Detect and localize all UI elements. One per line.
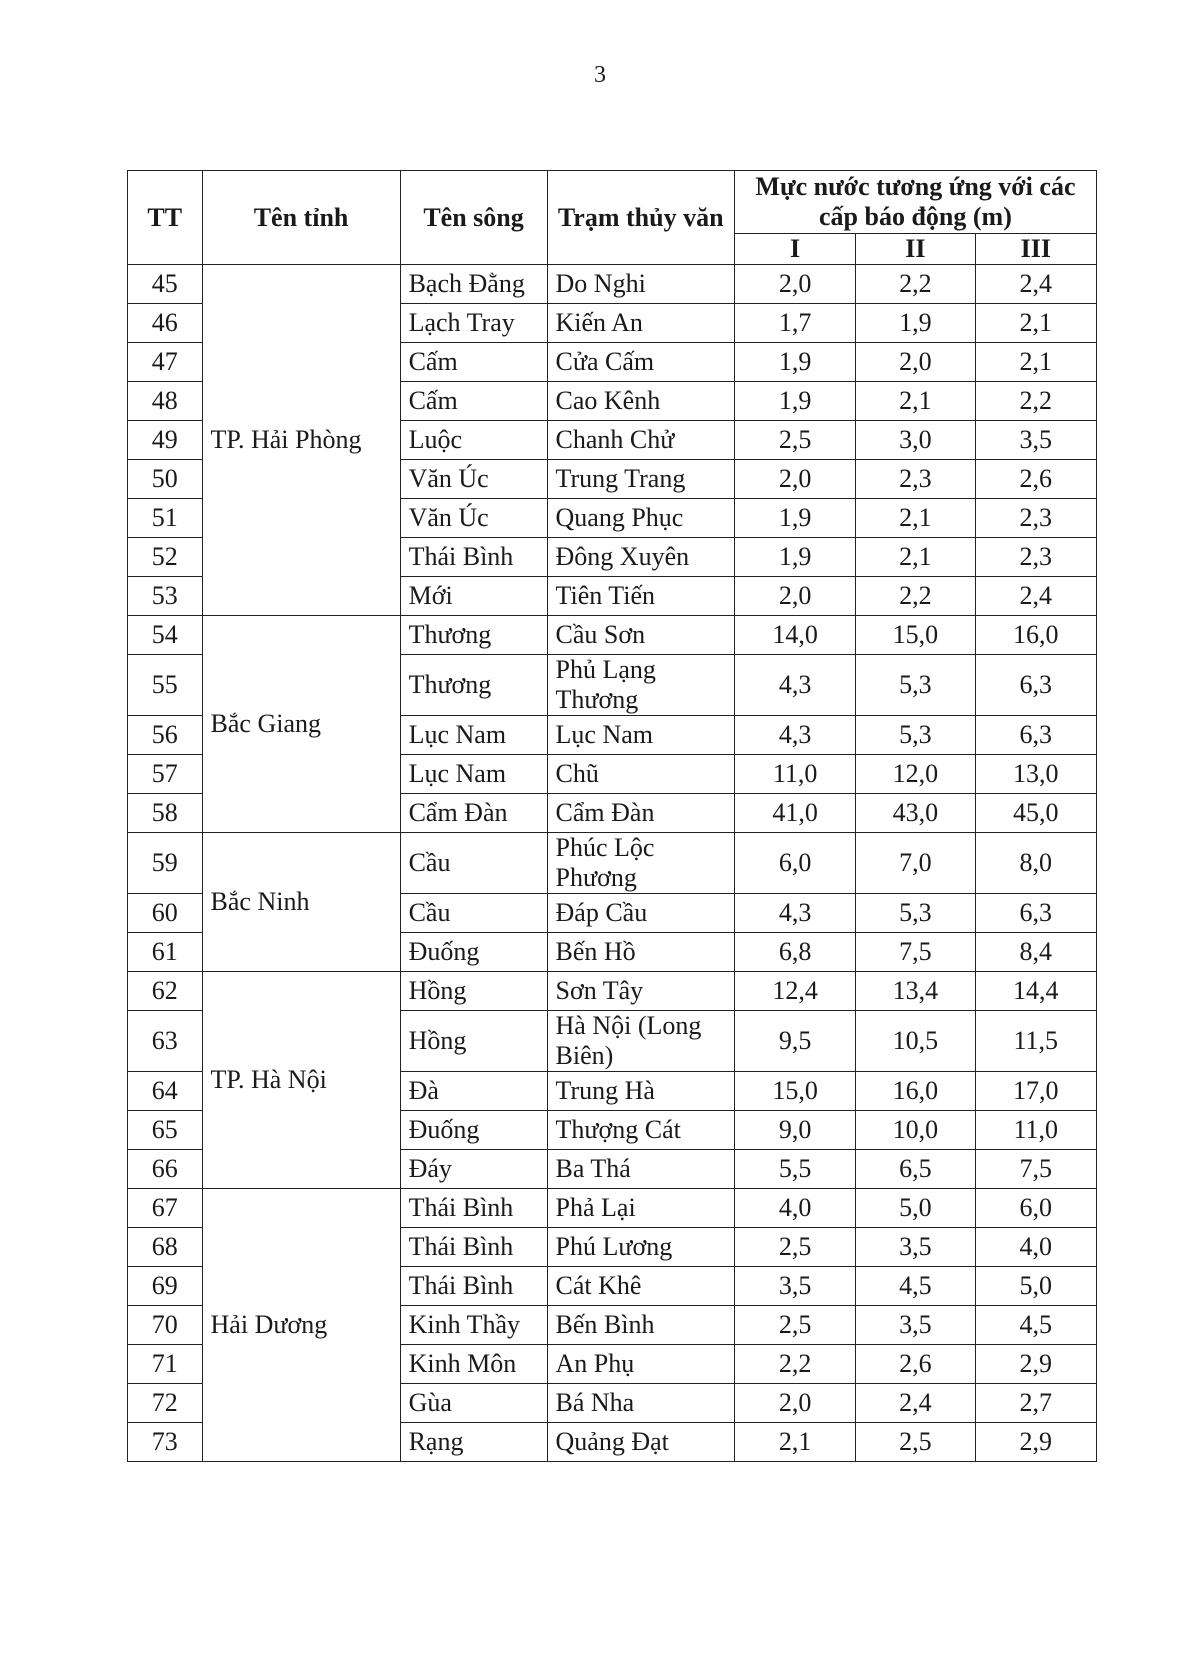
river-name: Đáy	[400, 1150, 547, 1189]
alarm-level-1: 2,0	[734, 460, 855, 499]
alarm-level-2: 2,2	[856, 577, 975, 616]
alarm-level-3: 8,0	[975, 833, 1096, 894]
alarm-level-3: 6,3	[975, 716, 1096, 755]
station-name: Lục Nam	[547, 716, 734, 755]
station-name: Do Nghi	[547, 265, 734, 304]
alarm-level-1: 6,8	[734, 933, 855, 972]
river-name: Gùa	[400, 1384, 547, 1423]
alarm-level-3: 2,7	[975, 1384, 1096, 1423]
alarm-level-1: 1,7	[734, 304, 855, 343]
station-name: Bến Bình	[547, 1306, 734, 1345]
alarm-level-3: 5,0	[975, 1267, 1096, 1306]
alarm-level-2: 1,9	[856, 304, 975, 343]
province-name: TP. Hà Nội	[202, 972, 400, 1189]
alarm-level-1: 2,0	[734, 265, 855, 304]
alarm-level-2: 2,1	[856, 538, 975, 577]
alarm-level-3: 6,0	[975, 1189, 1096, 1228]
alarm-level-2: 13,4	[856, 972, 975, 1011]
province-name: Hải Dương	[202, 1189, 400, 1462]
alarm-level-1: 4,3	[734, 655, 855, 716]
alarm-level-1: 2,5	[734, 1228, 855, 1267]
station-name: Cao Kênh	[547, 382, 734, 421]
river-name: Thái Bình	[400, 1267, 547, 1306]
alarm-level-1: 5,5	[734, 1150, 855, 1189]
alarm-level-1: 12,4	[734, 972, 855, 1011]
province-name: Bắc Ninh	[202, 833, 400, 972]
row-number: 66	[128, 1150, 203, 1189]
alarm-level-2: 2,1	[856, 382, 975, 421]
river-name: Thương	[400, 655, 547, 716]
alarm-level-2: 4,5	[856, 1267, 975, 1306]
station-name: Cát Khê	[547, 1267, 734, 1306]
alarm-level-1: 2,5	[734, 421, 855, 460]
table-body	[128, 265, 1097, 1462]
alarm-level-1: 2,0	[734, 577, 855, 616]
row-number: 53	[128, 577, 203, 616]
row-number: 65	[128, 1111, 203, 1150]
alarm-level-2: 3,5	[856, 1306, 975, 1345]
province-name: Bắc Giang	[202, 616, 400, 833]
river-name: Cầu	[400, 833, 547, 894]
alarm-level-2: 2,5	[856, 1423, 975, 1462]
station-name: Trung Trang	[547, 460, 734, 499]
alarm-level-1: 1,9	[734, 538, 855, 577]
table-row	[128, 833, 1097, 894]
alarm-level-2: 7,0	[856, 833, 975, 894]
row-number: 62	[128, 972, 203, 1011]
alarm-level-3: 2,1	[975, 343, 1096, 382]
river-name: Đuống	[400, 933, 547, 972]
river-name: Đà	[400, 1072, 547, 1111]
river-name: Cấm	[400, 382, 547, 421]
alarm-level-3: 6,3	[975, 894, 1096, 933]
alarm-level-3: 2,2	[975, 382, 1096, 421]
row-number: 72	[128, 1384, 203, 1423]
header-province: Tên tỉnh	[202, 171, 400, 265]
river-name: Hồng	[400, 972, 547, 1011]
alarm-level-2: 15,0	[856, 616, 975, 655]
alarm-level-1: 9,0	[734, 1111, 855, 1150]
alarm-level-2: 5,3	[856, 655, 975, 716]
river-name: Mới	[400, 577, 547, 616]
row-number: 60	[128, 894, 203, 933]
station-name: Cẩm Đàn	[547, 794, 734, 833]
alarm-level-3: 2,3	[975, 499, 1096, 538]
station-name: Đông Xuyên	[547, 538, 734, 577]
river-name: Lục Nam	[400, 755, 547, 794]
alarm-level-2: 2,0	[856, 343, 975, 382]
alarm-level-2: 2,3	[856, 460, 975, 499]
station-name: Bến Hồ	[547, 933, 734, 972]
alarm-level-2: 16,0	[856, 1072, 975, 1111]
row-number: 71	[128, 1345, 203, 1384]
table-row	[128, 265, 1097, 304]
alarm-level-3: 2,9	[975, 1345, 1096, 1384]
province-name: TP. Hải Phòng	[202, 265, 400, 616]
river-name: Kinh Môn	[400, 1345, 547, 1384]
alarm-level-3: 11,0	[975, 1111, 1096, 1150]
header-alarm-levels: Mực nước tương ứng với các cấp báo động (m)	[734, 171, 1096, 234]
alarm-level-3: 17,0	[975, 1072, 1096, 1111]
river-name: Rạng	[400, 1423, 547, 1462]
alarm-level-1: 15,0	[734, 1072, 855, 1111]
alarm-level-1: 6,0	[734, 833, 855, 894]
header-station: Trạm thủy văn	[547, 171, 734, 265]
row-number: 50	[128, 460, 203, 499]
station-name: Hà Nội (Long Biên)	[547, 1011, 734, 1072]
row-number: 64	[128, 1072, 203, 1111]
row-number: 63	[128, 1011, 203, 1072]
alarm-level-3: 8,4	[975, 933, 1096, 972]
row-number: 46	[128, 304, 203, 343]
alarm-level-1: 1,9	[734, 382, 855, 421]
station-name: Cửa Cấm	[547, 343, 734, 382]
alarm-level-3: 7,5	[975, 1150, 1096, 1189]
river-name: Lạch Tray	[400, 304, 547, 343]
alarm-level-3: 2,6	[975, 460, 1096, 499]
alarm-level-1: 4,3	[734, 716, 855, 755]
station-name: Thượng Cát	[547, 1111, 734, 1150]
alarm-level-3: 2,1	[975, 304, 1096, 343]
station-name: Tiên Tiến	[547, 577, 734, 616]
alarm-level-3: 3,5	[975, 421, 1096, 460]
alarm-level-1: 41,0	[734, 794, 855, 833]
row-number: 54	[128, 616, 203, 655]
table-row	[128, 972, 1097, 1011]
river-name: Lục Nam	[400, 716, 547, 755]
alarm-level-1: 2,5	[734, 1306, 855, 1345]
row-number: 55	[128, 655, 203, 716]
river-name: Bạch Đằng	[400, 265, 547, 304]
river-name: Văn Úc	[400, 499, 547, 538]
row-number: 56	[128, 716, 203, 755]
station-name: Phả Lại	[547, 1189, 734, 1228]
river-name: Kinh Thầy	[400, 1306, 547, 1345]
river-name: Cẩm Đàn	[400, 794, 547, 833]
header-row	[128, 171, 1097, 234]
row-number: 70	[128, 1306, 203, 1345]
alarm-level-3: 16,0	[975, 616, 1096, 655]
alarm-level-1: 2,1	[734, 1423, 855, 1462]
station-name: Chanh Chử	[547, 421, 734, 460]
river-name: Thái Bình	[400, 1189, 547, 1228]
alarm-level-2: 2,6	[856, 1345, 975, 1384]
alarm-level-2: 5,0	[856, 1189, 975, 1228]
alarm-level-1: 2,2	[734, 1345, 855, 1384]
river-name: Đuống	[400, 1111, 547, 1150]
station-name: Phủ Lạng Thương	[547, 655, 734, 716]
alarm-level-1: 2,0	[734, 1384, 855, 1423]
alarm-level-3: 11,5	[975, 1011, 1096, 1072]
alarm-level-2: 2,1	[856, 499, 975, 538]
alarm-level-3: 4,0	[975, 1228, 1096, 1267]
river-name: Cấm	[400, 343, 547, 382]
row-number: 52	[128, 538, 203, 577]
station-name: Sơn Tây	[547, 972, 734, 1011]
row-number: 61	[128, 933, 203, 972]
row-number: 51	[128, 499, 203, 538]
alarm-level-1: 4,3	[734, 894, 855, 933]
alarm-level-2: 7,5	[856, 933, 975, 972]
station-name: Quang Phục	[547, 499, 734, 538]
row-number: 45	[128, 265, 203, 304]
header-level-1: I	[734, 234, 855, 265]
alarm-level-2: 3,5	[856, 1228, 975, 1267]
header-tt: TT	[128, 171, 203, 265]
alarm-level-3: 2,3	[975, 538, 1096, 577]
station-name: An Phụ	[547, 1345, 734, 1384]
row-number: 58	[128, 794, 203, 833]
row-number: 67	[128, 1189, 203, 1228]
row-number: 47	[128, 343, 203, 382]
row-number: 48	[128, 382, 203, 421]
alarm-level-2: 10,5	[856, 1011, 975, 1072]
alarm-level-2: 3,0	[856, 421, 975, 460]
row-number: 57	[128, 755, 203, 794]
alarm-level-2: 6,5	[856, 1150, 975, 1189]
header-river: Tên sông	[400, 171, 547, 265]
alarm-level-1: 9,5	[734, 1011, 855, 1072]
river-name: Thương	[400, 616, 547, 655]
station-name: Kiến An	[547, 304, 734, 343]
alarm-level-3: 2,4	[975, 577, 1096, 616]
alarm-level-1: 4,0	[734, 1189, 855, 1228]
river-name: Cầu	[400, 894, 547, 933]
header-level-2: II	[856, 234, 975, 265]
alarm-level-1: 14,0	[734, 616, 855, 655]
river-name: Thái Bình	[400, 538, 547, 577]
alarm-level-3: 13,0	[975, 755, 1096, 794]
station-name: Bá Nha	[547, 1384, 734, 1423]
station-name: Quảng Đạt	[547, 1423, 734, 1462]
header-level-3: III	[975, 234, 1096, 265]
row-number: 49	[128, 421, 203, 460]
alarm-level-1: 1,9	[734, 343, 855, 382]
alarm-level-2: 5,3	[856, 716, 975, 755]
alarm-level-2: 2,4	[856, 1384, 975, 1423]
table-row	[128, 1189, 1097, 1228]
station-name: Đáp Cầu	[547, 894, 734, 933]
page-number: 3	[594, 62, 606, 88]
station-name: Cầu Sơn	[547, 616, 734, 655]
alarm-level-3: 6,3	[975, 655, 1096, 716]
row-number: 73	[128, 1423, 203, 1462]
table-row	[128, 616, 1097, 655]
river-name: Thái Bình	[400, 1228, 547, 1267]
alarm-level-3: 2,4	[975, 265, 1096, 304]
alarm-level-3: 14,4	[975, 972, 1096, 1011]
station-name: Phúc Lộc Phương	[547, 833, 734, 894]
water-level-alarm-table	[127, 170, 1097, 1462]
alarm-level-2: 2,2	[856, 265, 975, 304]
station-name: Chũ	[547, 755, 734, 794]
row-number: 69	[128, 1267, 203, 1306]
station-name: Trung Hà	[547, 1072, 734, 1111]
alarm-level-2: 12,0	[856, 755, 975, 794]
station-name: Ba Thá	[547, 1150, 734, 1189]
row-number: 68	[128, 1228, 203, 1267]
alarm-level-3: 45,0	[975, 794, 1096, 833]
station-name: Phú Lương	[547, 1228, 734, 1267]
river-name: Văn Úc	[400, 460, 547, 499]
alarm-level-2: 5,3	[856, 894, 975, 933]
alarm-level-3: 4,5	[975, 1306, 1096, 1345]
alarm-level-2: 10,0	[856, 1111, 975, 1150]
alarm-level-1: 1,9	[734, 499, 855, 538]
alarm-level-1: 3,5	[734, 1267, 855, 1306]
alarm-level-3: 2,9	[975, 1423, 1096, 1462]
river-name: Hồng	[400, 1011, 547, 1072]
river-name: Luộc	[400, 421, 547, 460]
alarm-level-1: 11,0	[734, 755, 855, 794]
alarm-level-2: 43,0	[856, 794, 975, 833]
row-number: 59	[128, 833, 203, 894]
